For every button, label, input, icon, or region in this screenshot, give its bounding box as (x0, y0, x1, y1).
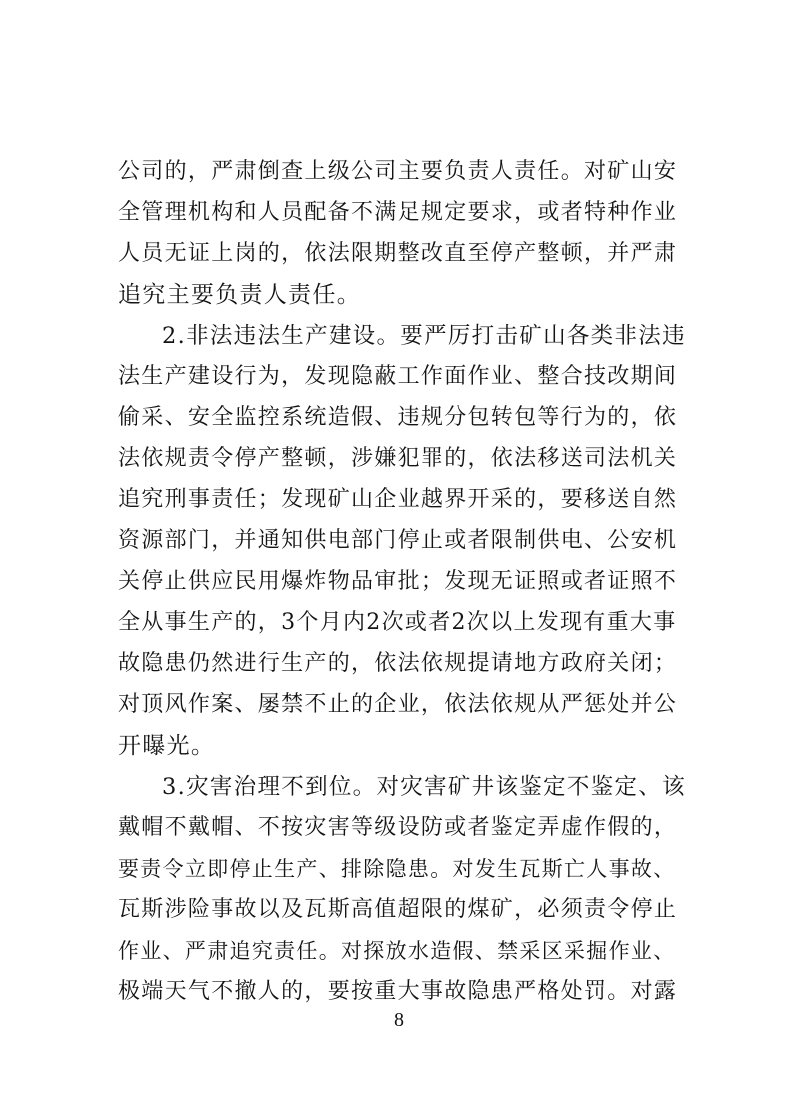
text-line: 要责令立即停止生产、排除隐患。对发生瓦斯亡人事故、 (118, 857, 676, 881)
text-line: 追究刑事责任；发现矿山企业越界开采的，要移送自然 (118, 487, 678, 512)
text-line: 法依规责令停产整顿，涉嫌犯罪的，依法移送司法机关 (118, 446, 678, 471)
text-line: 对顶风作案、屡禁不止的企业，依法依规从严惩处并公 (118, 692, 678, 717)
paragraph-start-line: 3.灾害治理不到位。对灾害矿井该鉴定不鉴定、该 (162, 774, 686, 800)
text-line: 关停止供应民用爆炸物品审批；发现无证照或者证照不 (118, 569, 678, 594)
text-line: 故隐患仍然进行生产的，依法依规提请地方政府关闭； (118, 651, 678, 676)
text-line: 全从事生产的，3个月内2次或者2次以上发现有重大事 (118, 610, 677, 635)
text-line: 追究主要负责人责任。 (118, 282, 361, 308)
paragraph-start-line: 2.非法违法生产建设。要严厉打击矿山各类非法违 (162, 323, 686, 349)
text-line: 瓦斯涉险事故以及瓦斯高值超限的煤矿，必须责令停止 (118, 897, 678, 922)
text-line: 作业、严肃追究责任。对探放水造假、禁采区采掘作业、 (118, 939, 676, 963)
page-number: 8 (394, 1009, 404, 1031)
text-line: 人员无证上岗的，依法限期整改直至停产整顿，并严肃 (118, 241, 678, 266)
text-line: 开曝光。 (118, 733, 216, 759)
text-line: 法生产建设行为，发现隐蔽工作面作业、整合技改期间 (118, 364, 678, 389)
text-line: 戴帽不戴帽、不按灾害等级设防或者鉴定弄虚作假的， (118, 815, 678, 840)
text-line: 偷采、安全监控系统造假、违规分包转包等行为的，依 (118, 405, 678, 430)
text-line: 极端天气不撤人的，要按重大事故隐患严格处罚。对露 (118, 979, 678, 1004)
text-line: 资源部门，并通知供电部门停止或者限制供电、公安机 (118, 528, 678, 553)
text-line: 公司的，严肃倒查上级公司主要负责人责任。对矿山安 (118, 159, 678, 184)
text-line: 全管理机构和人员配备不满足规定要求，或者特种作业 (118, 200, 678, 225)
